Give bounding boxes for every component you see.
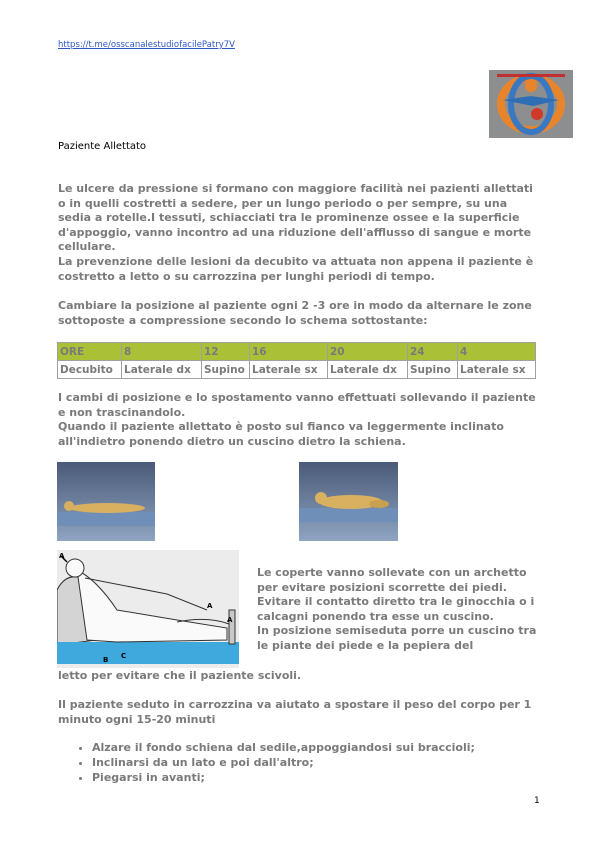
semiseated-instruction: In posizione semiseduta porre un cuscino tra le piante dei piede e la pepiera del <box>257 624 537 652</box>
table-cell: 4 <box>458 343 536 361</box>
intro-paragraph <box>58 182 540 284</box>
table-row <box>58 361 536 379</box>
movement-paragraph <box>58 391 540 449</box>
position-change-paragraph: Cambiare la posizione al paziente ogni 2 -3 ore in modo da alternare le zone sottoposte a compressione secondo lo schema sottostante: <box>58 299 532 327</box>
table-cell: 8 <box>122 343 202 361</box>
table-cell: Laterale dx <box>328 361 408 379</box>
diagram-label-b: B <box>103 656 109 664</box>
table-cell: Supino <box>202 361 250 379</box>
page-number: 1 <box>534 796 540 806</box>
diagram-label-a2: A <box>207 602 213 610</box>
table-header-row <box>58 343 536 361</box>
blanket-paragraph <box>257 566 547 654</box>
logo-image <box>489 70 573 138</box>
page-title: Paziente Allettato <box>58 141 147 152</box>
prevention-description: La prevenzione delle lesioni da decubito va attuata non appena il paziente è costretto a letto o su carrozzina per lunghi periodi di tempo. <box>58 254 534 283</box>
table-cell: Decubito <box>58 361 122 379</box>
wheelchair-paragraph: Il paziente seduto in carrozzina va aiutato a spostare il peso del corpo per 1 minuto ogni 15-20 minuti <box>58 698 532 726</box>
list-item: • Inclinarsi da un lato e poi dall'altro; <box>92 755 552 770</box>
table-cell: 16 <box>250 343 328 361</box>
list-item: • Alzare il fondo schiena dal sedile,appoggiandosi sui braccioli; <box>92 740 552 755</box>
semiseated-instruction-continued: letto per evitare che il paziente scivoli. <box>58 669 302 682</box>
position-schedule-table <box>57 342 536 379</box>
diagram-label-a3: A <box>227 616 233 624</box>
table-cell: Supino <box>408 361 458 379</box>
lateral-position-photo <box>299 462 398 541</box>
ulcer-description: Le ulcere da pressione si formano con maggiore facilità nei pazienti allettati o in quelli costretti a sedere, per un lungo periodo o per sempre, su una sedia a rotelle.I tessuti, schiacciati tra le prominenze ossee e la superficie d'appoggio, vanno incontro ad una riduzione dell'afflusso di sangue e morte cellulare. <box>58 182 533 254</box>
table-cell: 20 <box>328 343 408 361</box>
table-cell: Laterale sx <box>458 361 536 379</box>
diagram-label-c: C <box>121 652 127 660</box>
table-cell: 12 <box>202 343 250 361</box>
table-cell: Laterale sx <box>250 361 328 379</box>
side-position-instruction: Quando il paziente allettato è posto sul fianco va leggermente inclinato all'indietro ponendo dietro un cuscino dietro la schiena. <box>58 420 504 448</box>
knee-instruction: Evitare il contatto diretto tra le ginocchia o i calcagni ponendo tra esse un cuscino. <box>257 595 535 623</box>
table-cell: Laterale dx <box>122 361 202 379</box>
list-item: • Piegarsi in avanti; <box>92 770 552 785</box>
lifting-instruction: I cambi di posizione e lo spostamento vanno effettuati sollevando il paziente e non trascinandolo. <box>58 391 536 419</box>
bed-positioning-diagram <box>57 550 239 668</box>
wheelchair-exercise-list <box>58 740 552 785</box>
diagram-label-a1: A <box>59 552 65 560</box>
channel-link[interactable]: https://t.me/osscanalestudiofacilePatry7V <box>58 40 235 50</box>
table-cell: ORE <box>58 343 122 361</box>
table-cell: 24 <box>408 343 458 361</box>
blanket-instruction: Le coperte vanno sollevate con un archetto per evitare posizioni scorrette dei piedi. <box>257 566 527 594</box>
supine-position-photo <box>57 462 155 541</box>
